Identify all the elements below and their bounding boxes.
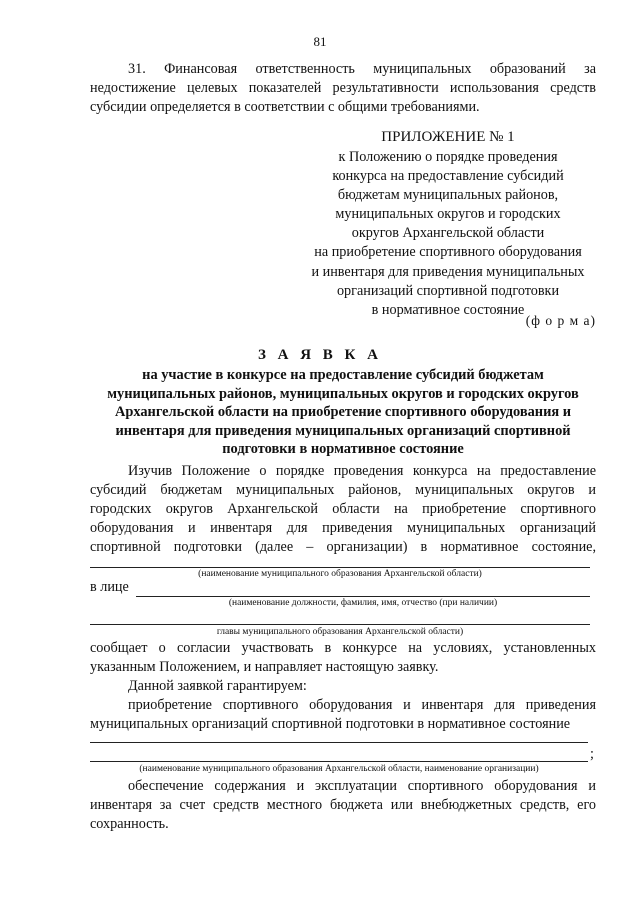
annex-line: муниципальных округов и городских [335, 206, 561, 223]
caption-person: (наименование должности, фамилия, имя, отчество (при наличии) [228, 598, 498, 608]
consent-paragraph: сообщает о согласии участвовать в конкурсе на условиях, установленных указанным Положением, и направляет настоящую заявку. [90, 640, 596, 675]
maintenance-paragraph: обеспечение содержания и эксплуатации спортивного оборудования и инвентаря за счет средств местного бюджета или внебюджетных средств, его сохранность. [90, 778, 596, 832]
form-label: (ф о р м а) [525, 313, 596, 328]
annex-line: в нормативное состояние [371, 301, 525, 318]
caption-organization: (наименование муниципального образования Архангельской области, наименование организации) [139, 764, 539, 774]
purchase-paragraph: приобретение спортивного оборудования и инвентаря для приведения муниципальных организаций спортивной подготовки в нормативное состояние [90, 697, 596, 732]
annex-line: организаций спортивной подготовки [336, 282, 560, 299]
annex-line: к Положению о порядке проведения [338, 149, 558, 165]
paragraph-31: 31. Финансовая ответственность муниципальных образований за недостижение целевых показателей результативности использования средств субсидии определяется в соответствии с общими требованиями. [90, 61, 596, 115]
annex-title: ПРИЛОЖЕНИЕ № 1 [381, 129, 515, 145]
municipality-fill-line [90, 567, 590, 568]
annex-line: конкурса на предоставление субсидий [332, 168, 564, 185]
document-title: З А Я В К А [257, 347, 383, 363]
intro-paragraph: Изучив Положение о порядке проведения конкурса на предоставление субсидий бюджетам муниципальных районов, муниципальных округов и городских округов Архангельской области на приобретение спортивного оборудования и инвентаря для приведения муниципальных организаций спортивной подготовки (далее – организации) в нормативное состояние, [90, 463, 596, 555]
annex-line: на приобретение спортивного оборудования [314, 244, 582, 261]
annex-line: округов Архангельской области [351, 225, 545, 242]
org-fill-line-1 [90, 742, 588, 743]
semicolon: ; [590, 746, 594, 762]
caption-head: главы муниципального образования Архангельской области) [216, 627, 464, 637]
head-fill-line [90, 624, 590, 625]
annex-block [300, 148, 596, 320]
org-fill-line-2 [90, 761, 588, 762]
guarantee-line: Данной заявкой гарантируем: [128, 678, 307, 694]
caption-municipality: (наименование муниципального образования Архангельской области) [198, 569, 482, 579]
page-number: 81 [313, 34, 327, 49]
in-person-label: в лице [90, 579, 129, 595]
document-subtitle: на участие в конкурсе на предоставление субсидий бюджетам муниципальных районов, муниципальных округов и городских округов Архангельской области на приобретение спортивного оборудования и инвентаря для приведения муниципальных организаций спортивной подготовки в нормативное состояние [107, 367, 579, 457]
annex-line: и инвентаря для приведения муниципальных [311, 263, 585, 280]
person-fill-line [136, 596, 590, 597]
annex-line: бюджетам муниципальных районов, [337, 187, 559, 204]
